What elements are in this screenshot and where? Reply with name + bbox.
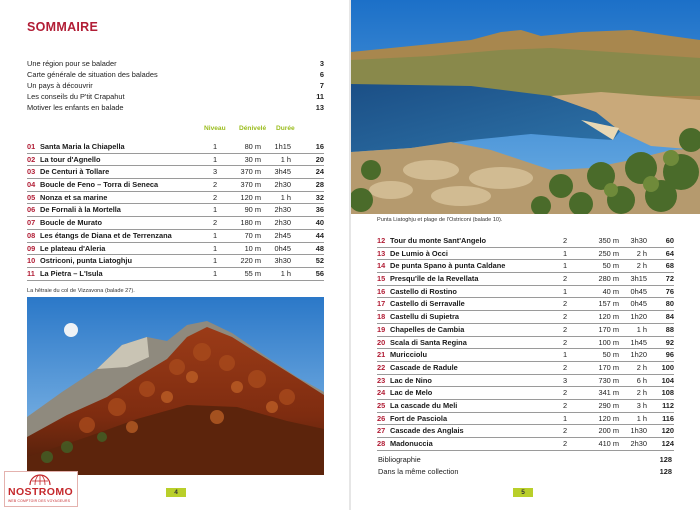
walk-page: 36 <box>315 205 324 215</box>
page-title: SOMMAIRE <box>27 20 99 34</box>
walk-niveau: 1 <box>562 248 568 258</box>
walk-name: Scala di Santa Regina <box>390 337 467 347</box>
walk-niveau: 2 <box>562 388 568 398</box>
walk-duree: 3 h <box>636 400 647 410</box>
table-row <box>27 166 324 179</box>
walk-name: De Centuri à Tollare <box>40 167 110 177</box>
walk-niveau: 1 <box>212 154 218 164</box>
walk-page: 64 <box>665 248 674 258</box>
table-row <box>27 141 324 154</box>
extras-row: Bibliographie 128 <box>378 455 672 464</box>
walk-name: Chapelles de Cambia <box>390 324 465 334</box>
walk-name: La Pietra – L'Isula <box>40 268 103 278</box>
walk-page: 112 <box>662 400 674 410</box>
walk-niveau: 1 <box>212 243 218 253</box>
walk-name: Castello di Serravalle <box>390 299 465 309</box>
walk-number: 25 <box>377 400 386 410</box>
table-row <box>377 324 674 337</box>
walk-duree: 2 h <box>636 388 647 398</box>
table-row <box>377 298 674 311</box>
walk-name: Boucle de Murato <box>40 218 103 228</box>
page-number-left: 4 <box>166 488 186 497</box>
walk-duree: 3h15 <box>630 274 647 284</box>
walk-niveau: 1 <box>562 286 568 296</box>
caption-left: La hêtraie du col de Vizzavona (balade 27). <box>27 288 135 294</box>
walk-duree: 2h30 <box>274 218 291 228</box>
walk-denivele: 50 m <box>602 261 619 271</box>
walk-denivele: 730 m <box>598 375 619 385</box>
walk-niveau: 3 <box>212 167 218 177</box>
walk-name: Muricciolu <box>390 350 427 360</box>
walk-niveau: 1 <box>562 413 568 423</box>
walk-niveau: 2 <box>562 439 568 448</box>
table-row <box>377 273 674 286</box>
walk-number: 02 <box>27 154 36 164</box>
walk-name: De Fornali à la Mortella <box>40 205 121 215</box>
walk-duree: 3h30 <box>274 256 291 266</box>
walk-page: 76 <box>665 286 674 296</box>
walk-page: 40 <box>315 218 324 228</box>
walk-duree: 0h45 <box>630 286 647 296</box>
walk-denivele: 55 m <box>244 268 261 278</box>
walk-page: 56 <box>315 268 324 278</box>
table-row <box>377 375 674 388</box>
walk-number: 01 <box>27 142 36 151</box>
walk-number: 07 <box>27 218 36 228</box>
walk-page: 32 <box>315 192 324 202</box>
walk-duree: 3h45 <box>274 167 291 177</box>
walk-name: La cascade du Meli <box>390 400 458 410</box>
walk-page: 88 <box>665 324 674 334</box>
intro-list <box>27 58 324 113</box>
walk-number: 24 <box>377 388 386 398</box>
table-row <box>27 268 324 281</box>
walk-denivele: 200 m <box>598 426 619 436</box>
walk-denivele: 220 m <box>240 256 261 266</box>
intro-row: Carte générale de situation des balades 6 <box>27 70 324 80</box>
walk-name: Fort de Pasciola <box>390 413 448 423</box>
table-row <box>27 192 324 205</box>
walk-number: 20 <box>377 337 386 347</box>
walk-name: Lac de Nino <box>390 375 432 385</box>
walk-number: 03 <box>27 167 36 177</box>
walk-number: 12 <box>377 236 386 245</box>
walks-table-right <box>377 235 674 451</box>
walk-denivele: 250 m <box>598 248 619 258</box>
walk-name: Madonuccia <box>390 439 433 448</box>
walk-denivele: 120 m <box>598 413 619 423</box>
walk-page: 120 <box>661 426 674 436</box>
caption-right: Punta Liatoghju et plage de l'Ostriconi (balade 10). <box>377 217 503 223</box>
walk-niveau: 2 <box>562 299 568 309</box>
walk-number: 06 <box>27 205 36 215</box>
walk-page: 24 <box>315 167 324 177</box>
intro-row: Une région pour se balader 3 <box>27 59 324 68</box>
logo-tagline: WEB COMPTOIR DES VOYAGEURS <box>8 499 71 503</box>
walk-duree: 2h30 <box>274 205 291 215</box>
photo-beech-forest <box>27 297 324 475</box>
walk-denivele: 180 m <box>240 218 261 228</box>
walk-name: Boucle de Feno – Torra di Seneca <box>40 180 159 190</box>
table-row <box>377 413 674 426</box>
walk-name: De Lumio à Occi <box>390 248 448 258</box>
walk-name: Cascade des Anglais <box>390 426 464 436</box>
walk-number: 19 <box>377 324 386 334</box>
header-denivele: Dénivelé <box>239 125 267 132</box>
table-row <box>377 248 674 261</box>
walk-page: 16 <box>315 142 324 151</box>
intro-row: Un pays à découvrir 7 <box>27 81 324 91</box>
walk-number: 17 <box>377 299 386 309</box>
walk-page: 92 <box>665 337 674 347</box>
walk-number: 22 <box>377 362 386 372</box>
walk-number: 28 <box>377 439 386 448</box>
walk-number: 15 <box>377 274 386 284</box>
walk-niveau: 2 <box>562 324 568 334</box>
walk-niveau: 2 <box>562 426 568 436</box>
walk-niveau: 2 <box>562 400 568 410</box>
walk-denivele: 120 m <box>598 312 619 322</box>
walk-page: 44 <box>315 230 324 240</box>
walk-duree: 1 h <box>280 268 291 278</box>
walk-name: Castello di Rostino <box>390 286 457 296</box>
walk-name: Le plateau d'Aleria <box>40 243 106 253</box>
table-row <box>377 438 674 451</box>
walk-page: 20 <box>315 154 324 164</box>
walk-duree: 1h45 <box>630 337 647 347</box>
walk-name: Ostriconi, punta Liatoghju <box>40 256 132 266</box>
table-row <box>377 387 674 400</box>
walk-niveau: 2 <box>212 192 218 202</box>
walk-number: 09 <box>27 243 36 253</box>
walk-name: Lac de Melo <box>390 388 433 398</box>
table-row <box>27 255 324 268</box>
header-niveau: Niveau <box>204 125 226 132</box>
walk-number: 23 <box>377 375 386 385</box>
table-row <box>377 400 674 413</box>
walk-page: 68 <box>665 261 674 271</box>
walk-niveau: 1 <box>562 261 568 271</box>
walk-name: Presqu'île de la Revellata <box>390 274 479 284</box>
coast-illustration <box>351 0 700 214</box>
extras-row: Dans la même collection 128 <box>378 467 672 476</box>
walk-number: 04 <box>27 180 36 190</box>
walk-denivele: 170 m <box>598 324 619 334</box>
walk-niveau: 2 <box>562 337 568 347</box>
walk-niveau: 1 <box>212 205 218 215</box>
walk-name: Les étangs de Diana et de Terrenzana <box>40 230 172 240</box>
walk-page: 104 <box>661 375 674 385</box>
walk-niveau: 1 <box>212 142 218 151</box>
walk-page: 116 <box>662 413 674 423</box>
walk-number: 13 <box>377 248 386 258</box>
page-number-right: 5 <box>513 488 533 497</box>
walk-name: Castellu di Supietra <box>390 312 459 322</box>
table-row <box>377 286 674 299</box>
forest-illustration <box>27 297 324 475</box>
walk-duree: 1h20 <box>630 350 647 360</box>
walk-duree: 0h45 <box>274 243 291 253</box>
table-row <box>377 337 674 350</box>
table-row <box>377 311 674 324</box>
intro-row: Motiver les enfants en balade 13 <box>27 103 324 113</box>
walk-denivele: 100 m <box>598 337 619 347</box>
walk-denivele: 290 m <box>598 400 619 410</box>
walk-page: 124 <box>661 439 674 448</box>
table-row <box>377 349 674 362</box>
walks-table-left <box>27 141 324 281</box>
walk-page: 72 <box>665 274 674 284</box>
walk-duree: 3h30 <box>630 236 647 245</box>
table-row <box>27 243 324 256</box>
walk-niveau: 2 <box>562 274 568 284</box>
globe-icon <box>29 473 51 486</box>
walk-niveau: 2 <box>562 236 568 245</box>
walk-niveau: 3 <box>562 375 568 385</box>
walk-name: Santa Maria la Chiapella <box>40 142 125 151</box>
walk-denivele: 157 m <box>598 299 619 309</box>
table-row <box>27 217 324 230</box>
walk-duree: 6 h <box>636 375 647 385</box>
walk-name: De punta Spano à punta Caldane <box>390 261 506 271</box>
walk-name: Nonza et sa marine <box>40 192 108 202</box>
walk-page: 48 <box>315 243 324 253</box>
table-row <box>27 204 324 217</box>
walk-denivele: 70 m <box>244 230 261 240</box>
walk-duree: 2h45 <box>274 230 291 240</box>
logo-name: NOSTROMO <box>8 486 74 498</box>
walk-page: 28 <box>315 180 324 190</box>
walk-page: 60 <box>665 236 674 245</box>
walk-denivele: 120 m <box>240 192 261 202</box>
walk-number: 21 <box>377 350 386 360</box>
walk-denivele: 350 m <box>598 236 619 245</box>
intro-row: Les conseils du P'tit Crapahut 11 <box>27 92 324 102</box>
walk-duree: 2 h <box>636 261 647 271</box>
walk-page: 52 <box>315 256 324 266</box>
walk-niveau: 2 <box>212 180 218 190</box>
table-row <box>377 425 674 438</box>
walk-duree: 0h45 <box>630 299 647 309</box>
right-page <box>351 0 700 510</box>
walk-duree: 2 h <box>636 362 647 372</box>
walk-name: Cascade de Radule <box>390 362 458 372</box>
walk-number: 16 <box>377 286 386 296</box>
walk-page: 84 <box>665 312 674 322</box>
walk-duree: 2h30 <box>630 439 647 448</box>
table-row <box>27 230 324 243</box>
walk-denivele: 40 m <box>602 286 619 296</box>
walk-denivele: 30 m <box>244 154 261 164</box>
walk-number: 10 <box>27 256 36 266</box>
walk-duree: 2h30 <box>274 180 291 190</box>
walk-denivele: 10 m <box>244 243 261 253</box>
walk-duree: 2 h <box>636 248 647 258</box>
table-row <box>27 154 324 167</box>
photo-coast <box>351 0 700 214</box>
walk-number: 05 <box>27 192 36 202</box>
walk-niveau: 1 <box>212 230 218 240</box>
left-page <box>0 0 349 510</box>
walk-page: 80 <box>665 299 674 309</box>
walk-page: 108 <box>661 388 674 398</box>
walk-denivele: 341 m <box>598 388 619 398</box>
walk-denivele: 370 m <box>240 180 261 190</box>
walk-niveau: 2 <box>212 218 218 228</box>
walk-name: La tour d'Agnello <box>40 154 101 164</box>
walk-denivele: 90 m <box>244 205 261 215</box>
walk-number: 18 <box>377 312 386 322</box>
walk-duree: 1 h <box>636 413 647 423</box>
walk-denivele: 410 m <box>598 439 619 448</box>
walk-number: 14 <box>377 261 386 271</box>
walk-niveau: 2 <box>562 362 568 372</box>
walk-number: 26 <box>377 413 386 423</box>
table-row <box>377 362 674 375</box>
walk-duree: 1 h <box>636 324 647 334</box>
walk-number: 27 <box>377 426 386 436</box>
walk-denivele: 370 m <box>240 167 261 177</box>
walk-denivele: 280 m <box>598 274 619 284</box>
walk-niveau: 1 <box>212 268 218 278</box>
table-row <box>27 179 324 192</box>
walk-page: 96 <box>665 350 674 360</box>
walk-niveau: 2 <box>562 312 568 322</box>
walk-duree: 1h30 <box>630 426 647 436</box>
walk-number: 08 <box>27 230 36 240</box>
walk-duree: 1h15 <box>274 142 291 151</box>
extras-list <box>378 454 672 478</box>
header-duree: Durée <box>276 125 295 132</box>
walk-name: Tour du monte Sant'Angelo <box>390 236 487 245</box>
walk-niveau: 1 <box>212 256 218 266</box>
walk-page: 100 <box>661 362 674 372</box>
table-row <box>377 260 674 273</box>
walk-denivele: 80 m <box>244 142 261 151</box>
walk-niveau: 1 <box>562 350 568 360</box>
walk-number: 11 <box>27 268 35 278</box>
walk-duree: 1 h <box>280 154 291 164</box>
walk-denivele: 50 m <box>602 350 619 360</box>
table-row <box>377 235 674 248</box>
walk-duree: 1 h <box>280 192 291 202</box>
walk-denivele: 170 m <box>598 362 619 372</box>
walk-duree: 1h20 <box>630 312 647 322</box>
nostromo-logo <box>4 471 78 507</box>
